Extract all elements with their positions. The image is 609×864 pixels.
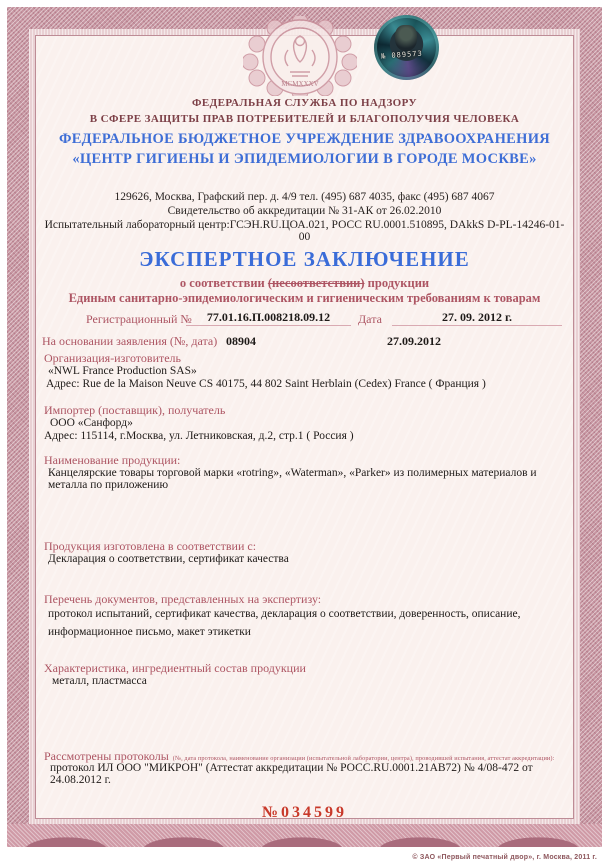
printer-copyright: © ЗАО «Первый печатный двор», г. Москва, 2011 г.	[412, 854, 597, 861]
date-label: Дата	[358, 312, 382, 326]
characteristics-label: Характеристика, ингредиентный состав продукции	[44, 661, 306, 675]
hologram-eagle-icon	[395, 25, 417, 51]
protocols-value: протокол ИЛ ООО "МИКРОН" (Аттестат аккредитации № РОСС.RU.0001.21АВ72) № 4/08-472 от 24.08.2012 г.	[50, 762, 533, 786]
manufacturer-address: Адрес: Rue de la Maison Neuve CS 40175, 44 802 Saint Herblain (Cedex) France ( Франция )	[46, 378, 486, 390]
subtitle-struck-word: (несоответствии)	[267, 276, 365, 290]
manufacturer-label: Организация-изготовитель	[44, 351, 182, 365]
product-value: Канцелярские товары торговой марки «rotring», «Waterman», «Parker» из полимерных материалов и металла по приложению	[48, 467, 537, 491]
header-accreditation: Свидетельство об аккредитации № 31-АК от 26.02.2010	[167, 205, 442, 217]
subtitle-prefix: о соответствии	[179, 276, 268, 290]
header-org-line-2: «ЦЕНТР ГИГИЕНЫ И ЭПИДЕМИОЛОГИИ В ГОРОДЕ МОСКВЕ»	[72, 151, 537, 167]
subtitle-suffix: продукции	[364, 276, 430, 290]
compliance-value: Декларация о соответствии, сертификат качества	[48, 553, 289, 565]
compliance-label: Продукция изготовлена в соответствии с:	[44, 539, 257, 553]
basis-label: На основании заявления (№, дата)	[42, 334, 218, 348]
documents-value: протокол испытаний, сертификат качества, декларация о соответствии, доверенность, описание, информационное письмо, макет этикетки	[48, 608, 521, 638]
documents-label: Перечень документов, представленных на экспертизу:	[44, 592, 322, 606]
date-value: 27. 09. 2012 г.	[392, 310, 562, 326]
hologram-number: № 089573	[380, 49, 423, 61]
product-label: Наименование продукции:	[44, 453, 181, 467]
emblem-motto-text: MCMXXXV	[281, 80, 319, 88]
header-line-2: В СФЕРЕ ЗАЩИТЫ ПРАВ ПОТРЕБИТЕЛЕЙ И БЛАГОПОЛУЧИЯ ЧЕЛОВЕКА	[89, 113, 520, 125]
registration-number-label: Регистрационный №	[86, 312, 192, 326]
header-lab-center: Испытательный лабораторный центр:ГСЭН.RU.ЦОА.021, РОСС RU.0001.510895, DAkkS D-PL-14246-01-00	[44, 219, 565, 243]
protocols-label: Рассмотрены протоколы	[44, 749, 169, 763]
basis-number-value: 08904	[226, 334, 256, 348]
header-address: 129626, Москва, Графский пер. д. 4/9 тел. (495) 687 4035, факс (495) 687 4067	[114, 191, 495, 203]
registration-number-value: 77.01.16.П.008218.09.12	[186, 310, 351, 326]
document-subtitle-line2: Единым санитарно-эпидемиологическим и гигиеническим требованиям к товарам	[68, 291, 541, 305]
hologram-sticker	[374, 15, 439, 80]
importer-address: Адрес: 115114, г.Москва, ул. Летниковская, д.2, стр.1 ( Россия )	[44, 430, 354, 442]
hygiene-center-emblem-icon	[243, 16, 357, 96]
characteristics-value: металл, пластмасса	[52, 675, 147, 687]
blank-serial-number: №034599	[261, 804, 348, 821]
header-org-line-1: ФЕДЕРАЛЬНОЕ БЮДЖЕТНОЕ УЧРЕЖДЕНИЕ ЗДРАВООХРАНЕНИЯ	[58, 131, 551, 147]
document-subtitle	[44, 276, 565, 291]
importer-name: ООО «Санфорд»	[50, 417, 133, 429]
importer-label: Импортер (поставщик), получатель	[44, 403, 226, 417]
manufacturer-name: «NWL France Production SAS»	[48, 365, 197, 377]
bottom-wave-ornament	[7, 824, 602, 847]
document-title: ЭКСПЕРТНОЕ ЗАКЛЮЧЕНИЕ	[139, 247, 470, 271]
basis-date-value: 27.09.2012	[387, 334, 441, 348]
protocols-label-note: (№, дата протокола, наименование организации (испытательной лаборатории, центра), проводившей испытания, аттестат аккредитации):	[172, 755, 555, 762]
header-line-1: ФЕДЕРАЛЬНАЯ СЛУЖБА ПО НАДЗОРУ	[192, 97, 417, 109]
